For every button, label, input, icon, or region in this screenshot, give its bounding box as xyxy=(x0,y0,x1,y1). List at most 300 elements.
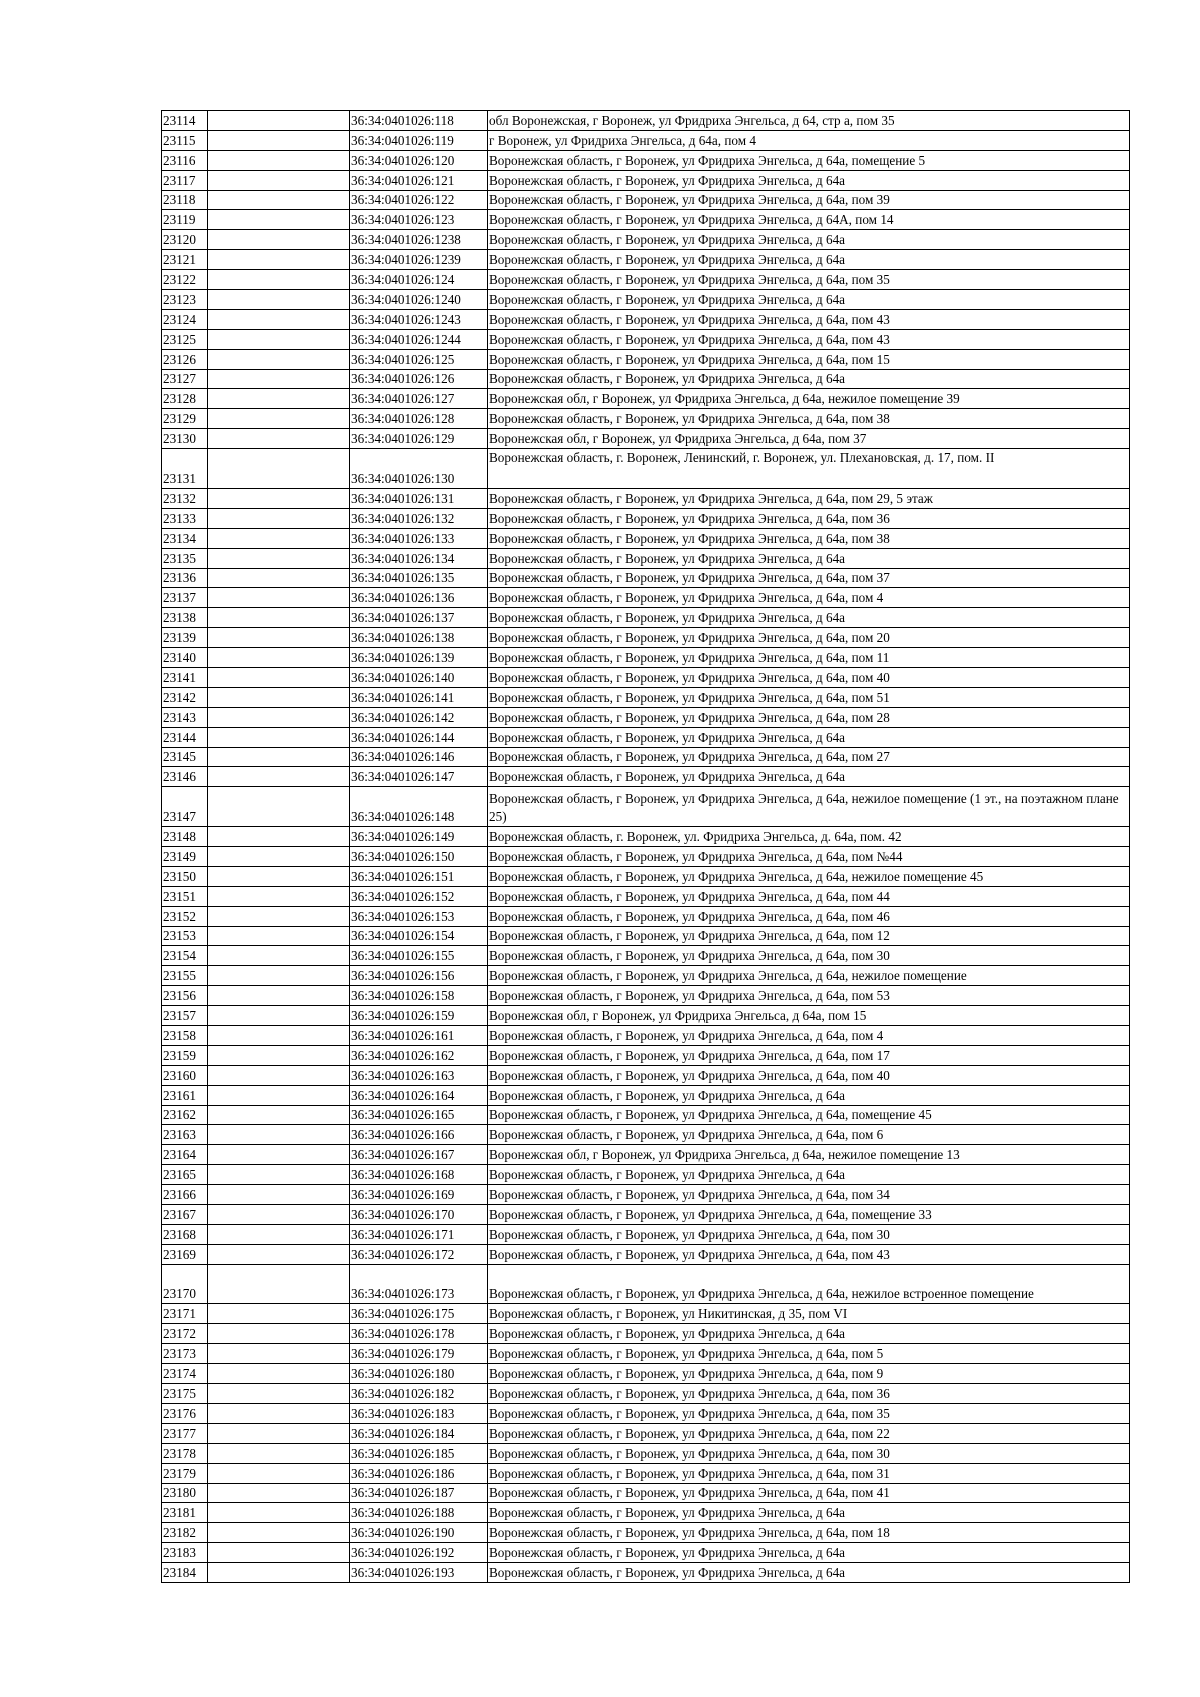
row-number-cell: 23156 xyxy=(162,986,208,1006)
table-row xyxy=(162,1045,1130,1065)
cadastral-number-cell: 36:34:0401026:132 xyxy=(350,508,488,528)
row-number-cell: 23117 xyxy=(162,170,208,190)
address-cell: Воронежская область, г Воронеж, ул Фридриха Энгельса, д 64а, пом 20 xyxy=(488,628,1130,648)
table-row xyxy=(162,727,1130,747)
blank-cell xyxy=(208,707,350,727)
cadastral-number-cell: 36:34:0401026:190 xyxy=(350,1523,488,1543)
row-number-cell: 23143 xyxy=(162,707,208,727)
cadastral-number-cell: 36:34:0401026:146 xyxy=(350,747,488,767)
address-cell: Воронежская область, г Воронеж, ул Фридриха Энгельса, д 64а, пом 22 xyxy=(488,1423,1130,1443)
blank-cell xyxy=(208,210,350,230)
cadastral-number-cell: 36:34:0401026:142 xyxy=(350,707,488,727)
cadastral-number-cell: 36:34:0401026:154 xyxy=(350,926,488,946)
address-cell: Воронежская область, г Воронеж, ул Фридриха Энгельса, д 64а xyxy=(488,170,1130,190)
cadastral-number-cell: 36:34:0401026:1240 xyxy=(350,290,488,310)
address-cell: Воронежская область, г Воронеж, ул Фридриха Энгельса, д 64а, пом 40 xyxy=(488,667,1130,687)
row-number-cell: 23142 xyxy=(162,687,208,707)
blank-cell xyxy=(208,1483,350,1503)
blank-cell xyxy=(208,568,350,588)
table-row xyxy=(162,1105,1130,1125)
table-row xyxy=(162,1264,1130,1304)
blank-cell xyxy=(208,1324,350,1344)
blank-cell xyxy=(208,648,350,668)
table-row xyxy=(162,111,1130,131)
table-row xyxy=(162,648,1130,668)
table-row xyxy=(162,270,1130,290)
address-cell: Воронежская область, г Воронеж, ул Фридриха Энгельса, д 64а, пом 17 xyxy=(488,1045,1130,1065)
row-number-cell: 23114 xyxy=(162,111,208,131)
address-cell: Воронежская область, г. Воронеж, ул. Фридриха Энгельса, д. 64а, пом. 42 xyxy=(488,827,1130,847)
address-cell: Воронежская область, г Воронеж, ул Фридриха Энгельса, д 64а, пом 51 xyxy=(488,687,1130,707)
table-row xyxy=(162,1085,1130,1105)
document-page xyxy=(161,110,1129,1583)
row-number-cell: 23166 xyxy=(162,1185,208,1205)
cadastral-number-cell: 36:34:0401026:120 xyxy=(350,150,488,170)
cadastral-number-cell: 36:34:0401026:119 xyxy=(350,130,488,150)
address-cell: Воронежская область, г Воронеж, ул Фридриха Энгельса, д 64а, нежилое встроенное помещение xyxy=(488,1264,1130,1304)
table-row xyxy=(162,866,1130,886)
row-number-cell: 23129 xyxy=(162,409,208,429)
table-row xyxy=(162,1125,1130,1145)
cadastral-number-cell: 36:34:0401026:125 xyxy=(350,349,488,369)
blank-cell xyxy=(208,787,350,827)
blank-cell xyxy=(208,866,350,886)
address-cell: Воронежская область, г Воронеж, ул Фридриха Энгельса, д 64а xyxy=(488,250,1130,270)
table-row xyxy=(162,827,1130,847)
row-number-cell: 23132 xyxy=(162,488,208,508)
cadastral-number-cell: 36:34:0401026:178 xyxy=(350,1324,488,1344)
row-number-cell: 23138 xyxy=(162,608,208,628)
table-row xyxy=(162,488,1130,508)
blank-cell xyxy=(208,1026,350,1046)
row-number-cell: 23178 xyxy=(162,1443,208,1463)
table-row xyxy=(162,966,1130,986)
row-number-cell: 23133 xyxy=(162,508,208,528)
cadastral-number-cell: 36:34:0401026:192 xyxy=(350,1543,488,1563)
row-number-cell: 23136 xyxy=(162,568,208,588)
table-row xyxy=(162,329,1130,349)
cadastral-number-cell: 36:34:0401026:163 xyxy=(350,1065,488,1085)
cadastral-number-cell: 36:34:0401026:130 xyxy=(350,449,488,489)
cadastral-number-cell: 36:34:0401026:147 xyxy=(350,767,488,787)
cadastral-number-cell: 36:34:0401026:193 xyxy=(350,1563,488,1583)
row-number-cell: 23179 xyxy=(162,1463,208,1483)
table-row xyxy=(162,369,1130,389)
row-number-cell: 23174 xyxy=(162,1364,208,1384)
cadastral-number-cell: 36:34:0401026:175 xyxy=(350,1304,488,1324)
cadastral-number-cell: 36:34:0401026:158 xyxy=(350,986,488,1006)
address-cell: Воронежская область, г Воронеж, ул Фридриха Энгельса, д 64а, пом 4 xyxy=(488,588,1130,608)
table-row xyxy=(162,290,1130,310)
cadastral-number-cell: 36:34:0401026:155 xyxy=(350,946,488,966)
address-cell: Воронежская область, г Воронеж, ул Фридриха Энгельса, д 64а, пом 36 xyxy=(488,1384,1130,1404)
blank-cell xyxy=(208,588,350,608)
blank-cell xyxy=(208,727,350,747)
address-cell: Воронежская область, г Воронеж, ул Фридриха Энгельса, д 64а, пом 35 xyxy=(488,1403,1130,1423)
cadastral-number-cell: 36:34:0401026:124 xyxy=(350,270,488,290)
cadastral-number-cell: 36:34:0401026:159 xyxy=(350,1006,488,1026)
cadastral-number-cell: 36:34:0401026:156 xyxy=(350,966,488,986)
blank-cell xyxy=(208,1423,350,1443)
row-number-cell: 23173 xyxy=(162,1344,208,1364)
cadastral-number-cell: 36:34:0401026:180 xyxy=(350,1364,488,1384)
address-cell: Воронежская область, г Воронеж, ул Фридриха Энгельса, д 64а, пом 30 xyxy=(488,946,1130,966)
table-row xyxy=(162,1403,1130,1423)
address-cell: Воронежская область, г Воронеж, ул Никитинская, д 35, пом VI xyxy=(488,1304,1130,1324)
table-row xyxy=(162,1364,1130,1384)
address-cell: Воронежская область, г. Воронеж, Ленинский, г. Воронеж, ул. Плехановская, д. 17, пом. II xyxy=(488,449,1130,489)
blank-cell xyxy=(208,687,350,707)
row-number-cell: 23127 xyxy=(162,369,208,389)
blank-cell xyxy=(208,1403,350,1423)
row-number-cell: 23183 xyxy=(162,1543,208,1563)
blank-cell xyxy=(208,906,350,926)
table-row xyxy=(162,667,1130,687)
row-number-cell: 23164 xyxy=(162,1145,208,1165)
address-cell: Воронежская область, г Воронеж, ул Фридриха Энгельса, д 64а, помещение 33 xyxy=(488,1205,1130,1225)
table-row xyxy=(162,1244,1130,1264)
row-number-cell: 23162 xyxy=(162,1105,208,1125)
blank-cell xyxy=(208,1125,350,1145)
blank-cell xyxy=(208,1205,350,1225)
cadastral-number-cell: 36:34:0401026:133 xyxy=(350,528,488,548)
row-number-cell: 23163 xyxy=(162,1125,208,1145)
blank-cell xyxy=(208,1105,350,1125)
registry-table-body xyxy=(162,111,1130,1583)
table-row xyxy=(162,449,1130,489)
blank-cell xyxy=(208,449,350,489)
address-cell: Воронежская область, г Воронеж, ул Фридриха Энгельса, д 64а xyxy=(488,727,1130,747)
blank-cell xyxy=(208,628,350,648)
cadastral-number-cell: 36:34:0401026:162 xyxy=(350,1045,488,1065)
cadastral-number-cell: 36:34:0401026:182 xyxy=(350,1384,488,1404)
blank-cell xyxy=(208,369,350,389)
cadastral-number-cell: 36:34:0401026:173 xyxy=(350,1264,488,1304)
row-number-cell: 23128 xyxy=(162,389,208,409)
cadastral-number-cell: 36:34:0401026:170 xyxy=(350,1205,488,1225)
row-number-cell: 23157 xyxy=(162,1006,208,1026)
blank-cell xyxy=(208,1523,350,1543)
blank-cell xyxy=(208,1185,350,1205)
blank-cell xyxy=(208,1165,350,1185)
blank-cell xyxy=(208,966,350,986)
blank-cell xyxy=(208,667,350,687)
address-cell: Воронежская область, г Воронеж, ул Фридриха Энгельса, д 64а, пом 6 xyxy=(488,1125,1130,1145)
cadastral-number-cell: 36:34:0401026:171 xyxy=(350,1224,488,1244)
address-cell: Воронежская область, г Воронеж, ул Фридриха Энгельса, д 64а xyxy=(488,1503,1130,1523)
table-row xyxy=(162,508,1130,528)
cadastral-number-cell: 36:34:0401026:134 xyxy=(350,548,488,568)
row-number-cell: 23176 xyxy=(162,1403,208,1423)
cadastral-number-cell: 36:34:0401026:128 xyxy=(350,409,488,429)
blank-cell xyxy=(208,1364,350,1384)
blank-cell xyxy=(208,747,350,767)
blank-cell xyxy=(208,170,350,190)
address-cell: Воронежская обл, г Воронеж, ул Фридриха Энгельса, д 64а, нежилое помещение 13 xyxy=(488,1145,1130,1165)
blank-cell xyxy=(208,846,350,866)
address-cell: Воронежская область, г Воронеж, ул Фридриха Энгельса, д 64а, пом 53 xyxy=(488,986,1130,1006)
cadastral-number-cell: 36:34:0401026:184 xyxy=(350,1423,488,1443)
address-cell: Воронежская область, г Воронеж, ул Фридриха Энгельса, д 64а xyxy=(488,608,1130,628)
table-row xyxy=(162,926,1130,946)
table-row xyxy=(162,548,1130,568)
row-number-cell: 23116 xyxy=(162,150,208,170)
row-number-cell: 23148 xyxy=(162,827,208,847)
table-row xyxy=(162,1145,1130,1165)
row-number-cell: 23177 xyxy=(162,1423,208,1443)
address-cell: Воронежская область, г Воронеж, ул Фридриха Энгельса, д 64а, пом №44 xyxy=(488,846,1130,866)
table-row xyxy=(162,1224,1130,1244)
table-row xyxy=(162,1423,1130,1443)
table-row xyxy=(162,946,1130,966)
blank-cell xyxy=(208,130,350,150)
cadastral-number-cell: 36:34:0401026:138 xyxy=(350,628,488,648)
address-cell: Воронежская область, г Воронеж, ул Фридриха Энгельса, д 64а, пом 39 xyxy=(488,190,1130,210)
row-number-cell: 23141 xyxy=(162,667,208,687)
address-cell: Воронежская область, г Воронеж, ул Фридриха Энгельса, д 64а, пом 29, 5 этаж xyxy=(488,488,1130,508)
row-number-cell: 23122 xyxy=(162,270,208,290)
row-number-cell: 23144 xyxy=(162,727,208,747)
row-number-cell: 23146 xyxy=(162,767,208,787)
blank-cell xyxy=(208,429,350,449)
table-row xyxy=(162,1006,1130,1026)
address-cell: Воронежская область, г Воронеж, ул Фридриха Энгельса, д 64а xyxy=(488,767,1130,787)
address-cell: Воронежская область, г Воронеж, ул Фридриха Энгельса, д 64а, нежилое помещение 45 xyxy=(488,866,1130,886)
cadastral-number-cell: 36:34:0401026:1243 xyxy=(350,309,488,329)
table-row xyxy=(162,1344,1130,1364)
address-cell: Воронежская обл, г Воронеж, ул Фридриха Энгельса, д 64а, пом 15 xyxy=(488,1006,1130,1026)
address-cell: Воронежская область, г Воронеж, ул Фридриха Энгельса, д 64а, пом 4 xyxy=(488,1026,1130,1046)
cadastral-number-cell: 36:34:0401026:118 xyxy=(350,111,488,131)
cadastral-number-cell: 36:34:0401026:131 xyxy=(350,488,488,508)
cadastral-number-cell: 36:34:0401026:172 xyxy=(350,1244,488,1264)
cadastral-number-cell: 36:34:0401026:126 xyxy=(350,369,488,389)
address-cell: Воронежская область, г Воронеж, ул Фридриха Энгельса, д 64а xyxy=(488,290,1130,310)
blank-cell xyxy=(208,329,350,349)
address-cell: Воронежская область, г Воронеж, ул Фридриха Энгельса, д 64а, пом 11 xyxy=(488,648,1130,668)
address-cell: Воронежская область, г Воронеж, ул Фридриха Энгельса, д 64а, пом 41 xyxy=(488,1483,1130,1503)
blank-cell xyxy=(208,1244,350,1264)
cadastral-number-cell: 36:34:0401026:1244 xyxy=(350,329,488,349)
table-row xyxy=(162,389,1130,409)
blank-cell xyxy=(208,488,350,508)
row-number-cell: 23125 xyxy=(162,329,208,349)
row-number-cell: 23180 xyxy=(162,1483,208,1503)
address-cell: Воронежская область, г Воронеж, ул Фридриха Энгельса, д 64а xyxy=(488,1165,1130,1185)
property-registry-table xyxy=(161,110,1130,1583)
address-cell: Воронежская обл, г Воронеж, ул Фридриха Энгельса, д 64а, пом 37 xyxy=(488,429,1130,449)
row-number-cell: 23161 xyxy=(162,1085,208,1105)
address-cell: Воронежская область, г Воронеж, ул Фридриха Энгельса, д 64а, пом 35 xyxy=(488,270,1130,290)
table-row xyxy=(162,906,1130,926)
row-number-cell: 23171 xyxy=(162,1304,208,1324)
row-number-cell: 23145 xyxy=(162,747,208,767)
address-cell: Воронежская область, г Воронеж, ул Фридриха Энгельса, д 64а xyxy=(488,230,1130,250)
row-number-cell: 23170 xyxy=(162,1264,208,1304)
cadastral-number-cell: 36:34:0401026:167 xyxy=(350,1145,488,1165)
row-number-cell: 23130 xyxy=(162,429,208,449)
row-number-cell: 23126 xyxy=(162,349,208,369)
cadastral-number-cell: 36:34:0401026:123 xyxy=(350,210,488,230)
cadastral-number-cell: 36:34:0401026:179 xyxy=(350,1344,488,1364)
row-number-cell: 23139 xyxy=(162,628,208,648)
cadastral-number-cell: 36:34:0401026:153 xyxy=(350,906,488,926)
address-cell: Воронежская область, г Воронеж, ул Фридриха Энгельса, д 64а, помещение 5 xyxy=(488,150,1130,170)
row-number-cell: 23169 xyxy=(162,1244,208,1264)
address-cell: Воронежская область, г Воронеж, ул Фридриха Энгельса, д 64а, пом 38 xyxy=(488,409,1130,429)
cadastral-number-cell: 36:34:0401026:136 xyxy=(350,588,488,608)
table-row xyxy=(162,150,1130,170)
cadastral-number-cell: 36:34:0401026:148 xyxy=(350,787,488,827)
address-cell: Воронежская область, г Воронеж, ул Фридриха Энгельса, д 64а, пом 5 xyxy=(488,1344,1130,1364)
blank-cell xyxy=(208,1065,350,1085)
row-number-cell: 23167 xyxy=(162,1205,208,1225)
address-cell: Воронежская область, г Воронеж, ул Фридриха Энгельса, д 64а xyxy=(488,1085,1130,1105)
row-number-cell: 23153 xyxy=(162,926,208,946)
cadastral-number-cell: 36:34:0401026:144 xyxy=(350,727,488,747)
blank-cell xyxy=(208,389,350,409)
blank-cell xyxy=(208,1443,350,1463)
address-cell: Воронежская область, г Воронеж, ул Фридриха Энгельса, д 64а, пом 44 xyxy=(488,886,1130,906)
row-number-cell: 23158 xyxy=(162,1026,208,1046)
cadastral-number-cell: 36:34:0401026:152 xyxy=(350,886,488,906)
row-number-cell: 23184 xyxy=(162,1563,208,1583)
address-cell: Воронежская область, г Воронеж, ул Фридриха Энгельса, д 64а, пом 12 xyxy=(488,926,1130,946)
row-number-cell: 23154 xyxy=(162,946,208,966)
table-row xyxy=(162,986,1130,1006)
row-number-cell: 23124 xyxy=(162,309,208,329)
blank-cell xyxy=(208,1006,350,1026)
table-row xyxy=(162,1324,1130,1344)
blank-cell xyxy=(208,111,350,131)
cadastral-number-cell: 36:34:0401026:1238 xyxy=(350,230,488,250)
address-cell: Воронежская область, г Воронеж, ул Фридриха Энгельса, д 64а, пом 30 xyxy=(488,1443,1130,1463)
table-row xyxy=(162,628,1130,648)
row-number-cell: 23160 xyxy=(162,1065,208,1085)
table-row xyxy=(162,409,1130,429)
address-cell: Воронежская область, г Воронеж, ул Фридриха Энгельса, д 64а, пом 37 xyxy=(488,568,1130,588)
blank-cell xyxy=(208,1045,350,1065)
table-row xyxy=(162,230,1130,250)
address-cell: Воронежская область, г Воронеж, ул Фридриха Энгельса, д 64а xyxy=(488,1543,1130,1563)
address-cell: Воронежская область, г Воронеж, ул Фридриха Энгельса, д 64а xyxy=(488,1324,1130,1344)
blank-cell xyxy=(208,886,350,906)
cadastral-number-cell: 36:34:0401026:149 xyxy=(350,827,488,847)
cadastral-number-cell: 36:34:0401026:166 xyxy=(350,1125,488,1145)
row-number-cell: 23140 xyxy=(162,648,208,668)
table-row xyxy=(162,767,1130,787)
row-number-cell: 23172 xyxy=(162,1324,208,1344)
row-number-cell: 23149 xyxy=(162,846,208,866)
blank-cell xyxy=(208,1563,350,1583)
address-cell: Воронежская область, г Воронеж, ул Фридриха Энгельса, д 64а xyxy=(488,548,1130,568)
row-number-cell: 23152 xyxy=(162,906,208,926)
table-row xyxy=(162,787,1130,827)
blank-cell xyxy=(208,986,350,1006)
row-number-cell: 23150 xyxy=(162,866,208,886)
table-row xyxy=(162,1443,1130,1463)
cadastral-number-cell: 36:34:0401026:187 xyxy=(350,1483,488,1503)
row-number-cell: 23155 xyxy=(162,966,208,986)
table-row xyxy=(162,1026,1130,1046)
address-cell: Воронежская область, г Воронеж, ул Фридриха Энгельса, д 64а, нежилое помещение xyxy=(488,966,1130,986)
row-number-cell: 23118 xyxy=(162,190,208,210)
row-number-cell: 23119 xyxy=(162,210,208,230)
table-row xyxy=(162,1165,1130,1185)
table-row xyxy=(162,886,1130,906)
blank-cell xyxy=(208,926,350,946)
table-row xyxy=(162,1185,1130,1205)
table-row xyxy=(162,528,1130,548)
blank-cell xyxy=(208,1543,350,1563)
address-cell: Воронежская область, г Воронеж, ул Фридриха Энгельса, д 64а, пом 15 xyxy=(488,349,1130,369)
address-cell: г Воронеж, ул Фридриха Энгельса, д 64а, пом 4 xyxy=(488,130,1130,150)
row-number-cell: 23159 xyxy=(162,1045,208,1065)
table-row xyxy=(162,130,1130,150)
cadastral-number-cell: 36:34:0401026:164 xyxy=(350,1085,488,1105)
address-cell: Воронежская область, г Воронеж, ул Фридриха Энгельса, д 64а, пом 40 xyxy=(488,1065,1130,1085)
table-row xyxy=(162,588,1130,608)
cadastral-number-cell: 36:34:0401026:150 xyxy=(350,846,488,866)
blank-cell xyxy=(208,1145,350,1165)
table-row xyxy=(162,1563,1130,1583)
cadastral-number-cell: 36:34:0401026:151 xyxy=(350,866,488,886)
table-row xyxy=(162,747,1130,767)
blank-cell xyxy=(208,1224,350,1244)
blank-cell xyxy=(208,608,350,628)
blank-cell xyxy=(208,309,350,329)
cadastral-number-cell: 36:34:0401026:121 xyxy=(350,170,488,190)
address-cell: Воронежская область, г Воронеж, ул Фридриха Энгельса, д 64а, пом 38 xyxy=(488,528,1130,548)
row-number-cell: 23131 xyxy=(162,449,208,489)
table-row xyxy=(162,1463,1130,1483)
row-number-cell: 23182 xyxy=(162,1523,208,1543)
row-number-cell: 23123 xyxy=(162,290,208,310)
row-number-cell: 23120 xyxy=(162,230,208,250)
cadastral-number-cell: 36:34:0401026:135 xyxy=(350,568,488,588)
cadastral-number-cell: 36:34:0401026:169 xyxy=(350,1185,488,1205)
row-number-cell: 23121 xyxy=(162,250,208,270)
address-cell: Воронежская область, г Воронеж, ул Фридриха Энгельса, д 64а xyxy=(488,369,1130,389)
cadastral-number-cell: 36:34:0401026:137 xyxy=(350,608,488,628)
row-number-cell: 23181 xyxy=(162,1503,208,1523)
address-cell: Воронежская область, г Воронеж, ул Фридриха Энгельса, д 64а, пом 36 xyxy=(488,508,1130,528)
table-row xyxy=(162,429,1130,449)
table-row xyxy=(162,170,1130,190)
address-cell: Воронежская область, г Воронеж, ул Фридриха Энгельса, д 64а, пом 43 xyxy=(488,329,1130,349)
blank-cell xyxy=(208,508,350,528)
table-row xyxy=(162,608,1130,628)
blank-cell xyxy=(208,1384,350,1404)
address-cell: Воронежская область, г Воронеж, ул Фридриха Энгельса, д 64а, пом 34 xyxy=(488,1185,1130,1205)
table-row xyxy=(162,707,1130,727)
cadastral-number-cell: 36:34:0401026:188 xyxy=(350,1503,488,1523)
cadastral-number-cell: 36:34:0401026:122 xyxy=(350,190,488,210)
address-cell: Воронежская область, г Воронеж, ул Фридриха Энгельса, д 64а xyxy=(488,1563,1130,1583)
cadastral-number-cell: 36:34:0401026:186 xyxy=(350,1463,488,1483)
address-cell: Воронежская область, г Воронеж, ул Фридриха Энгельса, д 64а, пом 27 xyxy=(488,747,1130,767)
table-row xyxy=(162,1503,1130,1523)
row-number-cell: 23135 xyxy=(162,548,208,568)
table-row xyxy=(162,568,1130,588)
row-number-cell: 23137 xyxy=(162,588,208,608)
blank-cell xyxy=(208,1344,350,1364)
address-cell: Воронежская обл, г Воронеж, ул Фридриха Энгельса, д 64а, нежилое помещение 39 xyxy=(488,389,1130,409)
table-row xyxy=(162,846,1130,866)
table-row xyxy=(162,309,1130,329)
address-cell: Воронежская область, г Воронеж, ул Фридриха Энгельса, д 64а, пом 31 xyxy=(488,1463,1130,1483)
cadastral-number-cell: 36:34:0401026:140 xyxy=(350,667,488,687)
